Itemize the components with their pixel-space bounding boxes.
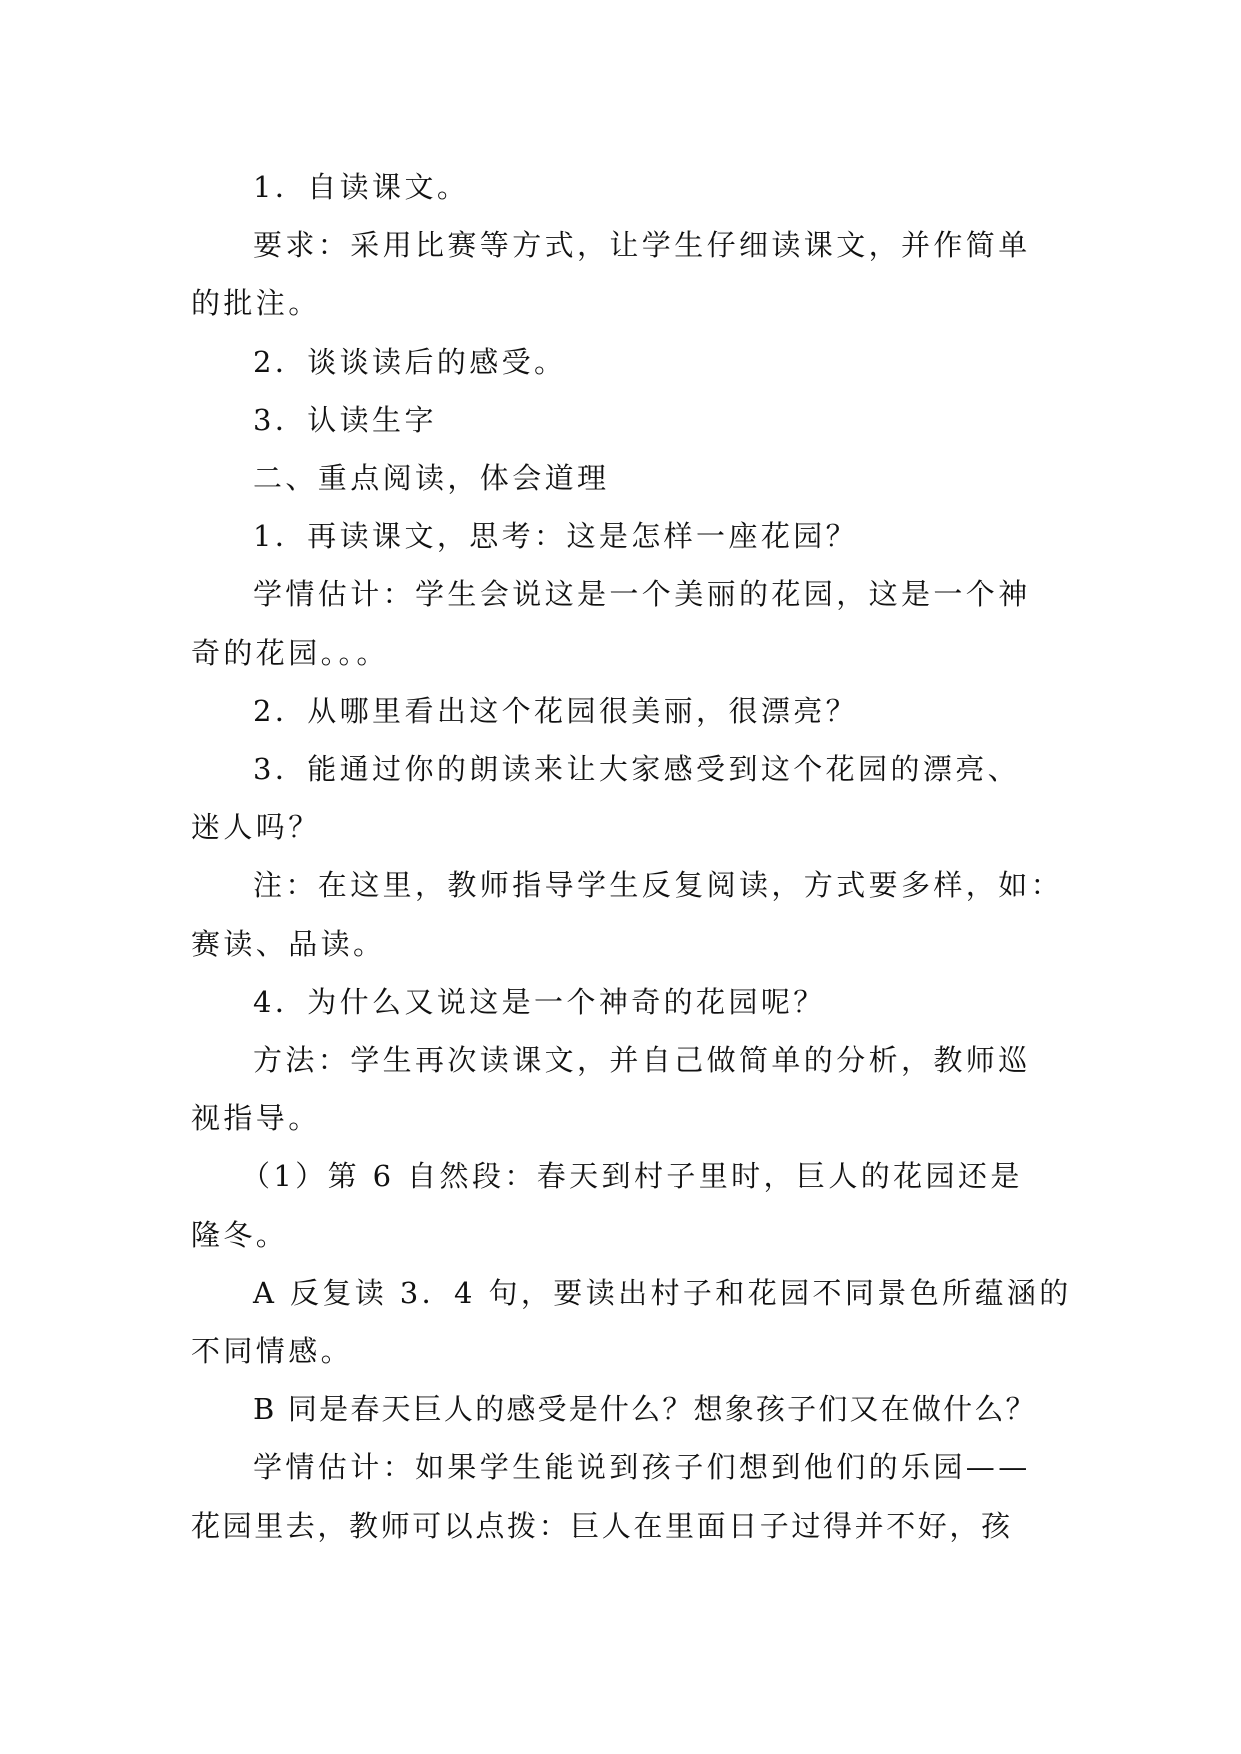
document-body <box>191 158 1072 1555</box>
text-line: 要求：采用比赛等方式，让学生仔细读课文，并作简单 <box>253 228 1031 263</box>
paragraph-9 <box>191 740 1057 856</box>
paragraph-15 <box>191 1380 1057 1438</box>
text-line: 视指导。 <box>191 1101 321 1136</box>
paragraph-1 <box>191 158 1057 216</box>
paragraph-12 <box>191 1031 1057 1147</box>
text-line: 1．再读课文，思考：这是怎样一座花园？ <box>253 519 859 554</box>
text-line: 注：在这里，教师指导学生反复阅读，方式要多样，如： <box>253 868 1064 903</box>
text-line: 2．谈谈读后的感受。 <box>253 344 567 379</box>
text-line: 学情估计：如果学生能说到孩子们想到他们的乐园—— <box>253 1450 1031 1485</box>
text-line: 方法：学生再次读课文，并自己做简单的分析，教师巡 <box>253 1043 1031 1078</box>
text-line: 隆冬。 <box>191 1217 289 1252</box>
text-line: B 同是春天巨人的感受是什么？想象孩子们又在做什么？ <box>253 1392 1037 1427</box>
section-heading <box>191 449 1057 507</box>
paragraph-4 <box>191 391 1057 449</box>
text-line: A 反复读 3．4 句，要读出村子和花园不同景色所蕴涵的 <box>253 1275 1072 1310</box>
paragraph-14 <box>191 1264 1072 1380</box>
paragraph-8 <box>191 682 1057 740</box>
text-line: 奇的花园。。。 <box>191 635 389 670</box>
text-line: 不同情感。 <box>191 1334 354 1369</box>
paragraph-6 <box>191 507 1057 565</box>
text-line: 赛读、品读。 <box>191 926 386 961</box>
text-line: 3．认读生字 <box>253 402 437 437</box>
text-line: 1．自读课文。 <box>253 170 470 204</box>
text-line: 2．从哪里看出这个花园很美丽，很漂亮？ <box>253 693 859 728</box>
text-line: 3．能通过你的朗读来让大家感受到这个花园的漂亮、 <box>253 752 1021 787</box>
text-line: 花园里去，教师可以点拨：巨人在里面日子过得并不好，孩 <box>191 1508 1013 1543</box>
paragraph-13 <box>191 1147 1057 1263</box>
text-line: 二、重点阅读，体会道理 <box>253 461 610 496</box>
text-line: 迷人吗？ <box>191 810 321 845</box>
paragraph-16 <box>191 1438 1057 1554</box>
text-line: 学情估计：学生会说这是一个美丽的花园，这是一个神 <box>253 577 1031 612</box>
paragraph-2 <box>191 216 1057 332</box>
paragraph-3 <box>191 333 1057 391</box>
text-line: 的批注。 <box>191 286 321 321</box>
paragraph-11 <box>191 973 1057 1031</box>
paragraph-10 <box>191 856 1064 972</box>
text-line: （1）第 6 自然段：春天到村子里时，巨人的花园还是 <box>241 1159 1023 1194</box>
paragraph-7 <box>191 565 1057 681</box>
text-line: 4．为什么又说这是一个神奇的花园呢？ <box>253 984 826 1019</box>
